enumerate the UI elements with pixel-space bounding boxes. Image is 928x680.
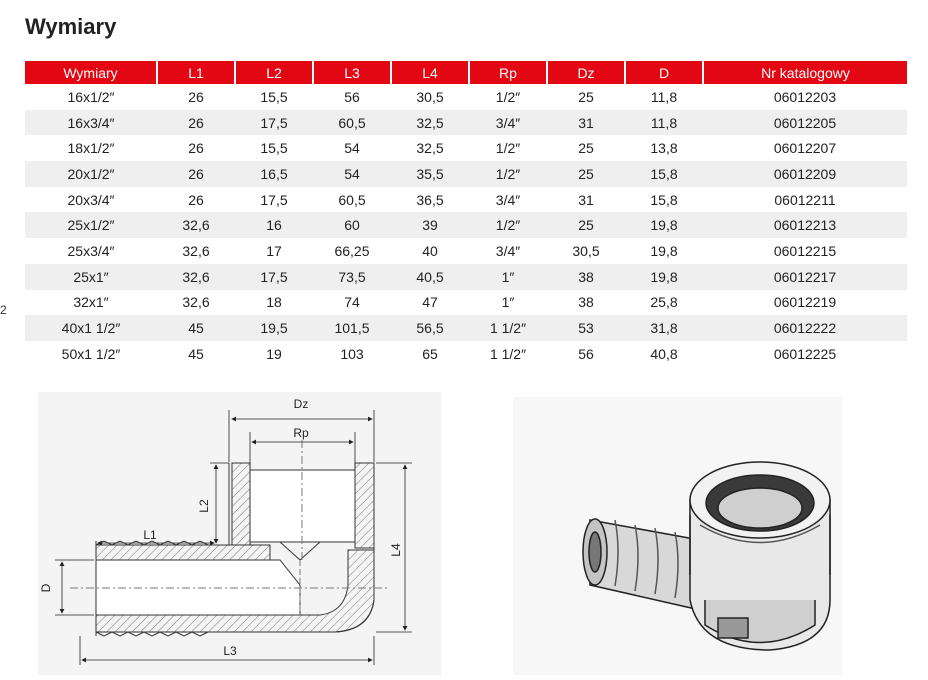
table-cell: 31: [547, 110, 625, 136]
table-cell: 45: [188, 345, 204, 362]
table-cell: 45: [157, 315, 235, 341]
table-cell: 15,5: [260, 88, 288, 105]
table-cell: 47: [422, 294, 438, 311]
table-cell: 16x1/2″: [67, 88, 115, 105]
table-cell: 50x1 1/2″: [61, 345, 121, 362]
table-cell: 56: [344, 88, 360, 105]
table-cell: 16: [235, 212, 313, 238]
table-cell: 17,5: [235, 264, 313, 290]
table-cell: 20x3/4″: [67, 191, 115, 208]
table-cell: 1″: [501, 294, 515, 311]
table-cell: 40x1 1/2″: [25, 315, 157, 341]
table-cell: 26: [157, 110, 235, 136]
table-cell: 25: [578, 140, 594, 157]
table-cell: 25: [547, 161, 625, 187]
table-cell: 15,8: [650, 191, 678, 208]
fitting-product-image: [583, 462, 830, 650]
table-cell: 65: [422, 345, 438, 362]
table-cell: 60,5: [338, 191, 366, 208]
table-cell: 54: [313, 161, 391, 187]
dim-label-l1: L1: [143, 528, 157, 542]
table-cell: 3/4″: [495, 191, 521, 208]
table-cell: 3/4″: [495, 242, 521, 259]
table-cell: 60: [313, 212, 391, 238]
table-cell: 101,5: [313, 315, 391, 341]
table-cell: 74: [344, 294, 360, 311]
table-cell: 1/2″: [469, 212, 547, 238]
column-header: L3: [313, 61, 391, 84]
table-cell: 66,25: [334, 242, 370, 259]
table-cell: 30,5: [416, 88, 444, 105]
table-cell: 30,5: [572, 242, 600, 259]
table-cell: 06012205: [703, 110, 907, 136]
table-cell: 31: [578, 191, 594, 208]
table-cell: 06012222: [703, 315, 907, 341]
table-cell: 32,5: [391, 110, 469, 136]
table-cell: 06012211: [774, 191, 836, 208]
table-cell: 26: [157, 161, 235, 187]
table-cell: 06012215: [773, 242, 837, 259]
table-cell: 20x1/2″: [25, 161, 157, 187]
table-cell: 16,5: [235, 161, 313, 187]
dim-label-d: D: [39, 583, 53, 593]
table-cell: 06012217: [703, 264, 907, 290]
table-cell: 38: [547, 264, 625, 290]
table-cell: 1/2″: [495, 140, 521, 157]
table-cell: 35,5: [391, 161, 469, 187]
dim-label-l3: L3: [223, 644, 237, 658]
table-cell: 15,5: [260, 140, 288, 157]
table-cell: 25,8: [650, 294, 678, 311]
table-cell: 15,8: [625, 161, 703, 187]
column-header: Dz: [547, 61, 625, 84]
table-cell: 11,8: [625, 110, 703, 136]
table-cell: 53: [547, 315, 625, 341]
column-header: Rp: [469, 61, 547, 84]
table-cell: 06012213: [703, 212, 907, 238]
dim-label-dz: Dz: [293, 397, 309, 411]
table-cell: 40,8: [650, 345, 678, 362]
table-cell: 19,8: [650, 242, 678, 259]
dim-label-l2: L2: [197, 499, 211, 513]
table-cell: 19: [266, 345, 282, 362]
table-cell: 06012219: [773, 294, 837, 311]
dim-label-rp: Rp: [293, 426, 309, 440]
table-cell: 32,6: [182, 294, 210, 311]
table-cell: 1/2″: [469, 161, 547, 187]
column-header: Wymiary: [25, 61, 157, 84]
table-cell: 19,8: [625, 264, 703, 290]
section-drawing: [70, 440, 390, 636]
table-cell: 32,5: [416, 140, 444, 157]
table-cell: 36,5: [416, 191, 444, 208]
section-title: Wymiary: [25, 14, 117, 39]
column-header: L2: [235, 61, 313, 84]
column-header: L1: [157, 61, 235, 84]
table-cell: 31,8: [625, 315, 703, 341]
table-cell: 19,8: [625, 212, 703, 238]
table-cell: 25: [547, 212, 625, 238]
table-cell: 32,6: [157, 264, 235, 290]
table-cell: 18x1/2″: [67, 140, 115, 157]
table-cell: 56: [578, 345, 594, 362]
table-cell: 60,5: [313, 110, 391, 136]
column-header: Nr katalogowy: [703, 61, 907, 84]
table-cell: 54: [344, 140, 360, 157]
table-cell: 32x1″: [73, 294, 109, 311]
table-cell: 32,6: [157, 212, 235, 238]
table-cell: 26: [188, 191, 204, 208]
table-cell: 16x3/4″: [25, 110, 157, 136]
table-cell: 56,5: [391, 315, 469, 341]
column-header: D: [625, 61, 703, 84]
table-cell: 25: [578, 88, 594, 105]
dim-label-l4: L4: [389, 543, 403, 557]
table-cell: 3/4″: [469, 110, 547, 136]
table-cell: 1 1/2″: [489, 345, 527, 362]
table-cell: 17,5: [260, 191, 288, 208]
table-cell: 103: [340, 345, 364, 362]
table-cell: 25x1/2″: [25, 212, 157, 238]
page-margin-number: 2: [0, 303, 7, 317]
table-cell: 13,8: [650, 140, 678, 157]
column-header: L4: [391, 61, 469, 84]
table-cell: 32,6: [182, 242, 210, 259]
table-cell: 26: [188, 88, 204, 105]
table-cell: 06012207: [773, 140, 837, 157]
table-cell: 17,5: [235, 110, 313, 136]
table-cell: 40,5: [391, 264, 469, 290]
table-cell: 17: [266, 242, 282, 259]
table-cell: 1″: [469, 264, 547, 290]
table-cell: 40: [422, 242, 438, 259]
table-cell: 06012225: [773, 345, 837, 362]
table-cell: 39: [391, 212, 469, 238]
table-cell: 11,8: [650, 88, 678, 105]
table-cell: 19,5: [235, 315, 313, 341]
table-cell: 26: [188, 140, 204, 157]
table-cell: 06012209: [703, 161, 907, 187]
table-cell: 1/2″: [495, 88, 521, 105]
table-cell: 18: [266, 294, 282, 311]
table-cell: 38: [578, 294, 594, 311]
table-cell: 25x1″: [25, 264, 157, 290]
table-cell: 73,5: [313, 264, 391, 290]
table-cell: 1 1/2″: [469, 315, 547, 341]
table-cell: 25x3/4″: [67, 242, 115, 259]
table-cell: 06012203: [773, 88, 837, 105]
